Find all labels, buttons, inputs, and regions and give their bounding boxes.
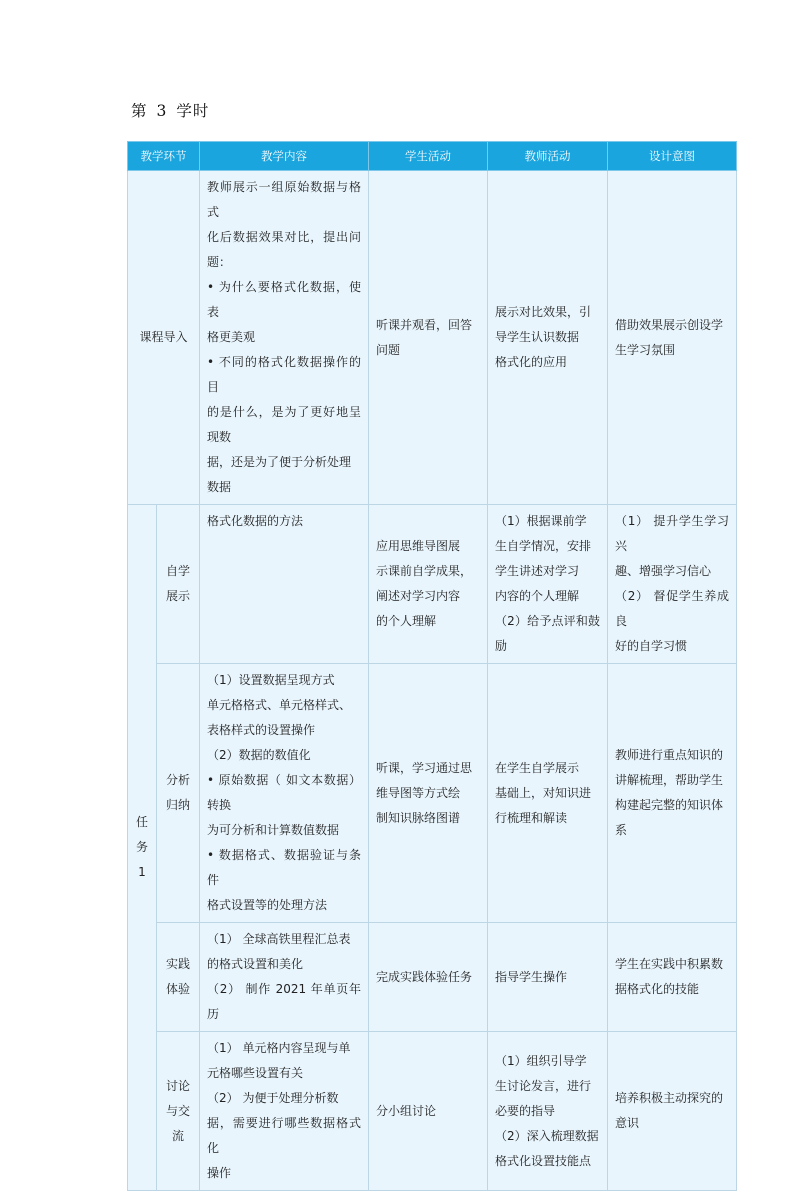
cell-line: 内容的个人理解 [495,589,580,603]
title-number: 3 [156,102,168,120]
cell-line: 指导学生操作 [495,969,568,984]
cell-line: • 为什么要格式化数据，使表 [207,280,361,319]
cell-line: 元格哪些设置有关 [207,1066,304,1080]
student-cell [369,923,488,1032]
cell-line: 维导图等方式绘 [376,785,461,800]
substage-discuss [157,1032,200,1191]
cell-line: 展示 [165,589,190,603]
header-intent: 设计意图 [608,142,737,171]
cell-line: 必要的指导 [495,1103,556,1118]
header-stage: 教学环节 [128,142,200,171]
cell-line: 趣、增强学习信心 [615,564,712,578]
cell-line: 格式化设置技能点 [495,1153,592,1168]
cell-line: （1） 提升学生学习兴 [615,514,729,553]
table-row [128,171,737,505]
cell-line: 制知识脉络图谱 [376,810,461,825]
cell-line: （2）深入梳理数据 [495,1128,599,1143]
cell-line: 听课并观看，回答 [376,317,473,332]
cell-line: 基础上，对知识进 [495,785,592,800]
intent-cell [608,923,737,1032]
table-row [128,1032,737,1191]
content-cell [200,1032,369,1191]
intent-cell [608,505,737,664]
cell-line: 与交 [165,1103,190,1118]
cell-line: 生自学情况，安排 [495,539,592,553]
teacher-cell [488,1032,608,1191]
student-cell [369,664,488,923]
cell-line: （2） 为便于处理分析数 [207,1091,339,1105]
cell-line: 学生在实践中积累数 [615,957,724,971]
cell-line: 讲解梳理，帮助学生 [615,773,724,787]
substage-self [157,505,200,664]
cell-line: （1） 单元格内容呈现与单 [207,1041,351,1055]
cell-line: 格式化的应用 [495,355,568,369]
cell-line: 为可分析和计算数值数据 [207,823,340,837]
teacher-cell [488,505,608,664]
cell-line: 据，需要进行哪些数据格式化 [207,1116,361,1155]
cell-line: 务 [135,840,148,854]
substage-practice [157,923,200,1032]
cell-line: 格式设置等的处理方法 [207,898,328,912]
cell-line: 教师展示一组原始数据与格式 [207,180,361,219]
cell-line: 的个人理解 [376,614,437,628]
cell-line: 单元格格式、单元格样式、 [207,698,352,712]
cell-line: 学生讲述对学习 [495,564,580,578]
student-cell [369,505,488,664]
stage-intro: 课程导入 [128,171,200,505]
table-header-row [128,142,737,171]
cell-line: 构建起完整的知识体 [615,798,724,812]
cell-line: 讨论 [165,1078,190,1093]
cell-line: 自学 [165,564,190,578]
cell-line: • 原始数据（ 如文本数据）转换 [207,773,361,812]
teacher-cell [488,171,608,505]
cell-line: 应用思维导图展 [376,539,461,553]
cell-line: 意识 [615,1116,640,1130]
cell-line: （2） 督促学生养成良 [615,589,729,628]
teacher-cell [488,664,608,923]
cell-line: （2） 制作 2021 年单页年历 [207,982,361,1021]
cell-line: （1） 全球高铁里程汇总表 [207,932,351,946]
content-cell [200,505,369,664]
cell-line: 示课前自学成果， [376,564,473,578]
intent-cell [608,1032,737,1191]
student-cell [369,171,488,505]
cell-line: （1）组织引导学 [495,1053,587,1068]
cell-line: 体验 [165,982,190,996]
table-row [128,923,737,1032]
teacher-cell [488,923,608,1032]
lesson-period-title [131,99,218,121]
title-suffix: 学时 [176,102,210,120]
cell-line: 化后数据效果对比，提出问题： [207,230,361,269]
cell-line: 操作 [207,1166,232,1180]
cell-line: 借助效果展示创设学 [615,317,724,332]
table-row [128,505,737,664]
cell-line: 教师进行重点知识的 [615,748,724,762]
header-content: 教学内容 [200,142,369,171]
cell-line: 分小组讨论 [376,1103,437,1118]
cell-line: 格式化数据的方法 [207,514,304,528]
cell-line: 实践 [165,957,190,971]
intent-cell [608,664,737,923]
cell-line: 格更美观 [207,330,256,344]
cell-line: 问题 [376,342,401,357]
cell-line: 数据 [207,480,232,494]
table-row [128,664,737,923]
content-cell [200,664,369,923]
header-teacher: 教师活动 [488,142,608,171]
cell-line: 表格样式的设置操作 [207,723,316,737]
cell-line: 展示对比效果，引 [495,305,592,319]
cell-line: 生学习氛围 [615,342,676,357]
cell-line: 培养积极主动探究的 [615,1091,724,1105]
cell-line: （2）数据的数值化 [207,748,311,762]
cell-line: • 数据格式、数据验证与条件 [207,848,361,887]
cell-line: 据格式化的技能 [615,982,700,996]
intent-cell [608,171,737,505]
content-cell [200,923,369,1032]
content-cell [200,171,369,505]
cell-line: 好的自学习惯 [615,639,688,653]
student-cell [369,1032,488,1191]
substage-analyze [157,664,200,923]
cell-line: 1 [138,865,146,879]
cell-line: （2）给予点评和鼓励 [495,614,600,653]
cell-line: 导学生认识数据 [495,330,580,344]
cell-line: 归纳 [165,798,190,812]
cell-line: 流 [171,1128,184,1143]
cell-line: 分析 [165,773,190,787]
cell-line: 听课，学习通过思 [376,760,473,775]
cell-line: • 不同的格式化数据操作的目 [207,355,361,394]
cell-line: 的格式设置和美化 [207,957,304,971]
cell-line: （1）根据课前学 [495,514,587,528]
cell-line: 据，还是为了便于分析处理 [207,455,352,469]
lesson-plan-table [127,141,737,1191]
cell-line: 在学生自学展示 [495,760,580,775]
cell-line: 的是什么，是为了更好地呈现数 [207,405,361,444]
cell-line: 行梳理和解读 [495,810,568,825]
cell-line: 任 [135,815,148,829]
cell-line: 阐述对学习内容 [376,589,461,603]
cell-line: 系 [615,823,628,837]
header-student: 学生活动 [369,142,488,171]
cell-line: 生讨论发言，进行 [495,1078,592,1093]
task-label [128,505,157,1191]
cell-line: 完成实践体验任务 [376,969,473,984]
cell-line: （1）设置数据呈现方式 [207,673,335,687]
title-prefix: 第 [131,102,148,120]
